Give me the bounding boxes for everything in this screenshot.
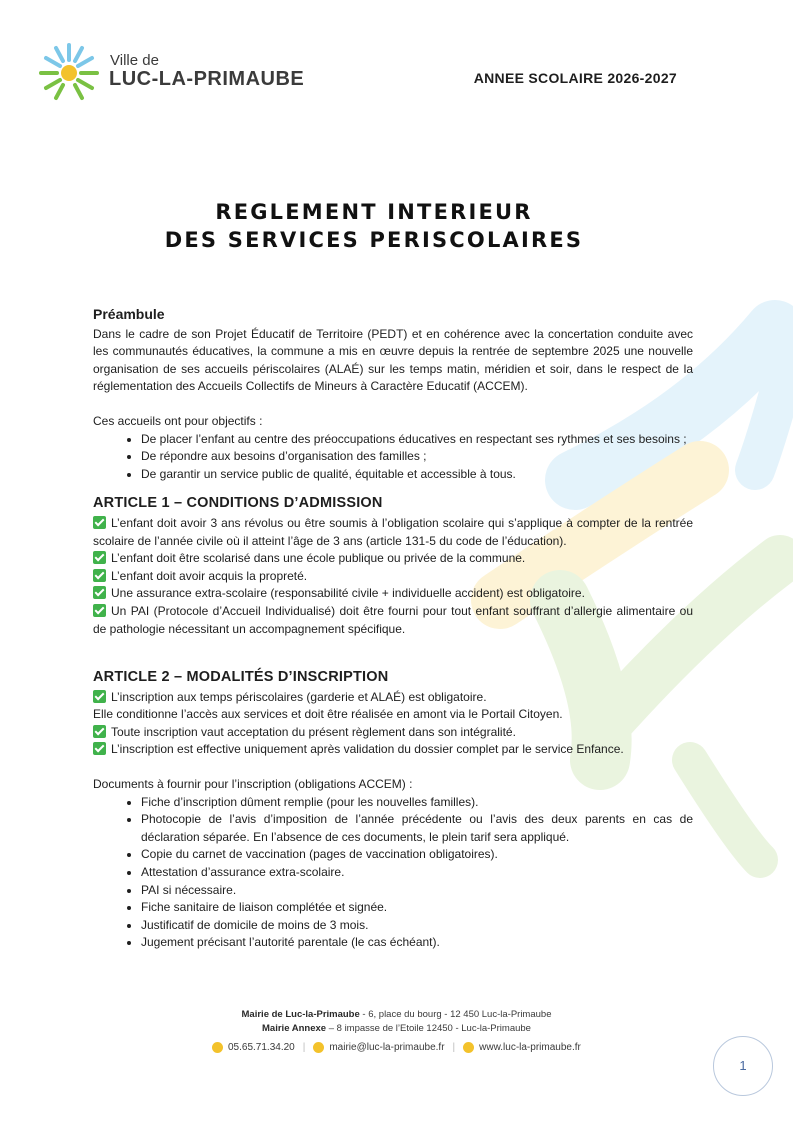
article-1-item: L’enfant doit avoir 3 ans révolus ou être soumis à l’obligation scolaire qui s’applique à compter de la rentrée scolaire de l’année civile où il atteint l’âge de 3 ans (article 131-5 du code de l’éducation). xyxy=(93,515,693,548)
article-2-note: Elle conditionne l’accès aux services et doit être réalisée en amont via le Portail Citoyen. xyxy=(93,707,563,722)
city-logo xyxy=(36,40,306,106)
list-item: • Photocopie de l’avis d’imposition de l’année précédente ou l’avis des deux parents en cas de déclaration séparée. En l’absence de ces documents, le plein tarif sera appliqué. xyxy=(141,811,693,846)
checkmark-icon xyxy=(93,551,106,564)
list-item: • PAI si nécessaire. xyxy=(141,882,693,900)
title-line-1: REGLEMENT INTERIEUR xyxy=(215,200,533,224)
checkmark-icon xyxy=(93,586,106,599)
school-year-label: ANNEE SCOLAIRE 2026-2027 xyxy=(473,70,677,86)
article-2-heading: ARTICLE 2 – MODALITÉS D’INSCRIPTION xyxy=(93,669,389,686)
article-1-item: L’enfant doit avoir acquis la propreté. xyxy=(93,568,693,586)
objectives-list xyxy=(93,431,693,484)
footer-contacts: 05.65.71.34.20 | mairie@luc-la-primaube.fr | www.luc-la-primaube.fr xyxy=(212,1042,581,1053)
article-2-item: L’inscription est effective uniquement après validation du dossier complet par le service Enfance. xyxy=(93,741,693,759)
list-item: • De garantir un service public de qualité, équitable et accessible à tous. xyxy=(141,466,693,484)
page-number: 1 xyxy=(713,1036,773,1096)
documents-list xyxy=(93,794,693,952)
title-line-2: DES SERVICES PERISCOLAIRES xyxy=(164,228,584,252)
article-1-item: Un PAI (Protocole d’Accueil Individualisé) doit être fourni pour tout enfant souffrant d’allergie alimentaire ou de pathologie nécessitant un accompagnement spécifique. xyxy=(93,603,693,636)
page-footer xyxy=(0,1008,793,1036)
footer-phone: 05.65.71.34.20 xyxy=(228,1042,295,1053)
footer-website[interactable]: www.luc-la-primaube.fr xyxy=(479,1042,581,1053)
article-1-item: L’enfant doit être scolarisé dans une école publique ou privée de la commune. xyxy=(93,550,693,568)
document-body xyxy=(93,306,693,952)
objectives-intro: Ces accueils ont pour objectifs : xyxy=(93,413,263,428)
list-item: • De placer l’enfant au centre des préoccupations éducatives en respectant ses rythmes et ses besoins ; xyxy=(141,431,693,449)
website-icon xyxy=(463,1042,474,1053)
footer-mairie-line: Mairie de Luc-la-Primaube - 6, place du bourg - 12 450 Luc-la-Primaube xyxy=(241,1009,552,1020)
list-item: • Fiche d’inscription dûment remplie (pour les nouvelles familles). xyxy=(141,794,693,812)
checkmark-icon xyxy=(93,725,106,738)
checkmark-icon xyxy=(93,742,106,755)
article-1-item: Une assurance extra-scolaire (responsabilité civile + individuelle accident) est obligatoire. xyxy=(93,585,693,603)
preambule-heading: Préambule xyxy=(93,306,165,322)
footer-annexe-line: Mairie Annexe – 8 impasse de l’Etoile 12450 - Luc-la-Primaube xyxy=(262,1023,531,1034)
list-item: • Copie du carnet de vaccination (pages de vaccination obligatoires). xyxy=(141,846,693,864)
article-1-heading: ARTICLE 1 – CONDITIONS D’ADMISSION xyxy=(93,495,383,512)
article-2-item: Toute inscription vaut acceptation du présent règlement dans son intégralité. xyxy=(93,724,693,742)
documents-intro: Documents à fournir pour l’inscription (obligations ACCEM) : xyxy=(93,777,413,792)
phone-icon xyxy=(212,1042,223,1053)
list-item: • Justificatif de domicile de moins de 3 mois. xyxy=(141,917,693,935)
footer-email[interactable]: mairie@luc-la-primaube.fr xyxy=(329,1042,445,1053)
article-2-item: L’inscription aux temps périscolaires (garderie et ALAÉ) est obligatoire. xyxy=(93,689,693,707)
list-item: • Attestation d’assurance extra-scolaire. xyxy=(141,864,693,882)
preambule-paragraph: Dans le cadre de son Projet Éducatif de Territoire (PEDT) et en cohérence avec la concertation conduite avec les communautés éducatives, la commune a mis en œuvre depuis la rentrée de septembre 2025 une nouvelle organisation de ses accueils périscolaires (ALAÉ) sur les temps matin, méridien et soir, dans le respect de la réglementation des Accueils Collectifs de Mineurs à Caractère Educatif (ACCEM). xyxy=(93,326,693,394)
list-item: • Jugement précisant l’autorité parentale (le cas échéant). xyxy=(141,934,693,952)
list-item: • De répondre aux besoins d’organisation des familles ; xyxy=(141,448,693,466)
logo-city-name: LUC-LA-PRIMAUBE xyxy=(109,68,305,90)
checkmark-icon xyxy=(93,690,106,703)
email-icon xyxy=(313,1042,324,1053)
sun-logo-icon xyxy=(36,40,102,106)
list-item: • Fiche sanitaire de liaison complétée et signée. xyxy=(141,899,693,917)
checkmark-icon xyxy=(93,604,106,617)
checkmark-icon xyxy=(93,516,106,529)
document-title xyxy=(0,198,748,254)
checkmark-icon xyxy=(93,569,106,582)
logo-subtitle: Ville de xyxy=(110,52,159,69)
